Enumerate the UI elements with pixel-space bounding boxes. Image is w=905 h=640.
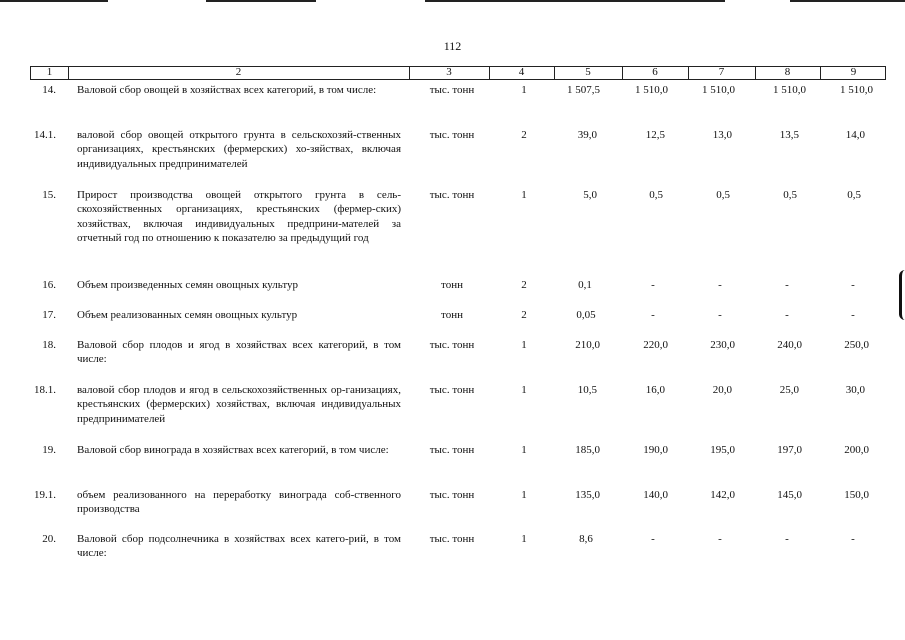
row-value-8: 240,0 [777,339,802,351]
row-unit: тыс. тонн [429,129,475,141]
row-description: Валовой сбор овощей в хозяйствах всех категорий, в том числе: [77,84,377,96]
row-col4: 2 [521,129,527,141]
row-value-6: - [651,309,655,321]
row-number: 19. [42,444,56,456]
row-value-7: 230,0 [710,339,735,351]
header-col-1: 1 [46,66,53,78]
row-value-6: 0,5 [649,189,663,201]
row-number: 15. [42,189,56,201]
row-value-9: 1 510,0 [840,84,873,96]
row-value-9: - [851,279,855,291]
row-value-8: - [785,533,789,545]
row-col4: 1 [521,489,527,501]
row-unit: тыс. тонн [429,84,475,96]
row-value-7: 142,0 [710,489,735,501]
row-value-5: 8,6 [579,533,593,545]
header-col-3: 3 [446,66,452,78]
row-value-5: 5,0 [583,189,597,201]
row-value-7: 20,0 [712,384,732,396]
row-value-9: 30,0 [845,384,865,396]
row-value-8: 25,0 [779,384,799,396]
row-unit: тонн [441,309,463,321]
row-description: Объем реализованных семян овощных культур [77,309,298,321]
row-value-7: - [718,309,722,321]
row-col4: 1 [521,384,527,396]
row-number: 20. [42,533,56,545]
row-col4: 1 [521,84,527,96]
row-value-6: 16,0 [645,384,665,396]
header-col-2: 2 [235,66,242,78]
row-col4: 1 [521,533,527,545]
row-value-9: 250,0 [844,339,869,351]
row-description: объем реализованного на переработку винограда соб-ственного производства [77,489,401,516]
header-col-8: 8 [784,66,791,78]
header-col-9: 9 [850,66,857,78]
row-value-6: 220,0 [643,339,668,351]
row-value-9: - [851,309,855,321]
row-value-5: 39,0 [577,129,597,141]
header-rule [30,79,886,80]
row-col4: 2 [521,279,527,291]
row-value-6: - [651,279,655,291]
row-value-8: 13,5 [779,129,799,141]
row-unit: тонн [441,279,463,291]
row-col4: 1 [521,444,527,456]
row-description: валовой сбор овощей открытого грунта в сельскохозяй-ственных организациях, крестьянских (фермерских) хо-зяйствах, включая индивидуальных предпринимателей [77,129,401,170]
row-value-5: 0,05 [576,309,596,321]
row-value-6: 140,0 [643,489,668,501]
row-number: 18.1. [34,384,56,396]
header-col-5: 5 [585,66,591,78]
row-unit: тыс. тонн [429,339,475,351]
row-col4: 1 [521,189,527,201]
row-value-7: 1 510,0 [702,84,735,96]
row-number: 14.1. [34,129,56,141]
row-number: 16. [42,279,56,291]
row-description: Валовой сбор винограда в хозяйствах всех категорий, в том числе: [77,444,389,456]
row-unit: тыс. тонн [429,384,475,396]
row-value-9: 0,5 [847,189,861,201]
row-description: Валовой сбор подсолнечника в хозяйствах всех катего-рий, в том числе: [77,533,401,560]
binding-mark [899,270,905,320]
row-value-9: 150,0 [844,489,869,501]
row-value-9: 14,0 [845,129,865,141]
row-value-8: 197,0 [777,444,802,456]
row-value-8: 145,0 [777,489,802,501]
row-value-9: 200,0 [844,444,869,456]
row-value-5: 185,0 [575,444,600,456]
row-value-7: - [718,533,722,545]
row-col4: 1 [521,339,527,351]
row-number: 18. [42,339,56,351]
page-number: 112 [443,39,462,53]
row-number: 14. [42,84,56,96]
row-unit: тыс. тонн [429,489,475,501]
row-description: Валовой сбор плодов и ягод в хозяйствах всех категорий, в том числе: [77,339,401,366]
scan-edge-line [790,0,905,2]
row-value-8: 0,5 [783,189,797,201]
row-value-8: - [785,279,789,291]
row-unit: тыс. тонн [429,533,475,545]
header-col-4: 4 [518,66,525,78]
scan-edge-line [425,0,725,2]
row-value-7: - [718,279,722,291]
row-value-6: 12,5 [645,129,665,141]
row-value-5: 210,0 [575,339,600,351]
row-description: валовой сбор плодов и ягод в сельскохозяйственных ор-ганизациях, крестьянских (фермерских) хозяйствах, включая индивидуальных предпринимателей [77,384,401,425]
row-description: Прирост производства овощей открытого грунта в сель-скохозяйственных организациях, крестьянских (фермер-ских) хозяйствах, включая индивидуальных предприни-мателей за отчетный год по отношению к показателю за предыдущий год [77,189,401,245]
row-value-5: 0,1 [578,279,592,291]
row-value-8: 1 510,0 [773,84,806,96]
row-value-6: 1 510,0 [635,84,668,96]
row-value-5: 135,0 [575,489,600,501]
row-value-7: 13,0 [712,129,732,141]
row-description: Объем произведенных семян овощных культур [77,279,299,291]
scan-edge-line [0,0,108,2]
row-col4: 2 [521,309,527,321]
row-unit: тыс. тонн [429,189,475,201]
row-unit: тыс. тонн [429,444,475,456]
row-value-6: - [651,533,655,545]
row-value-7: 0,5 [716,189,730,201]
header-col-6: 6 [652,66,658,78]
table-header [30,66,886,79]
row-number: 17. [42,309,56,321]
row-number: 19.1. [34,489,56,501]
row-value-5: 1 507,5 [567,84,600,96]
row-value-5: 10,5 [577,384,597,396]
header-col-7: 7 [718,66,725,78]
row-value-8: - [785,309,789,321]
row-value-7: 195,0 [710,444,735,456]
scan-edge-line [206,0,316,2]
row-value-9: - [851,533,855,545]
row-value-6: 190,0 [643,444,668,456]
